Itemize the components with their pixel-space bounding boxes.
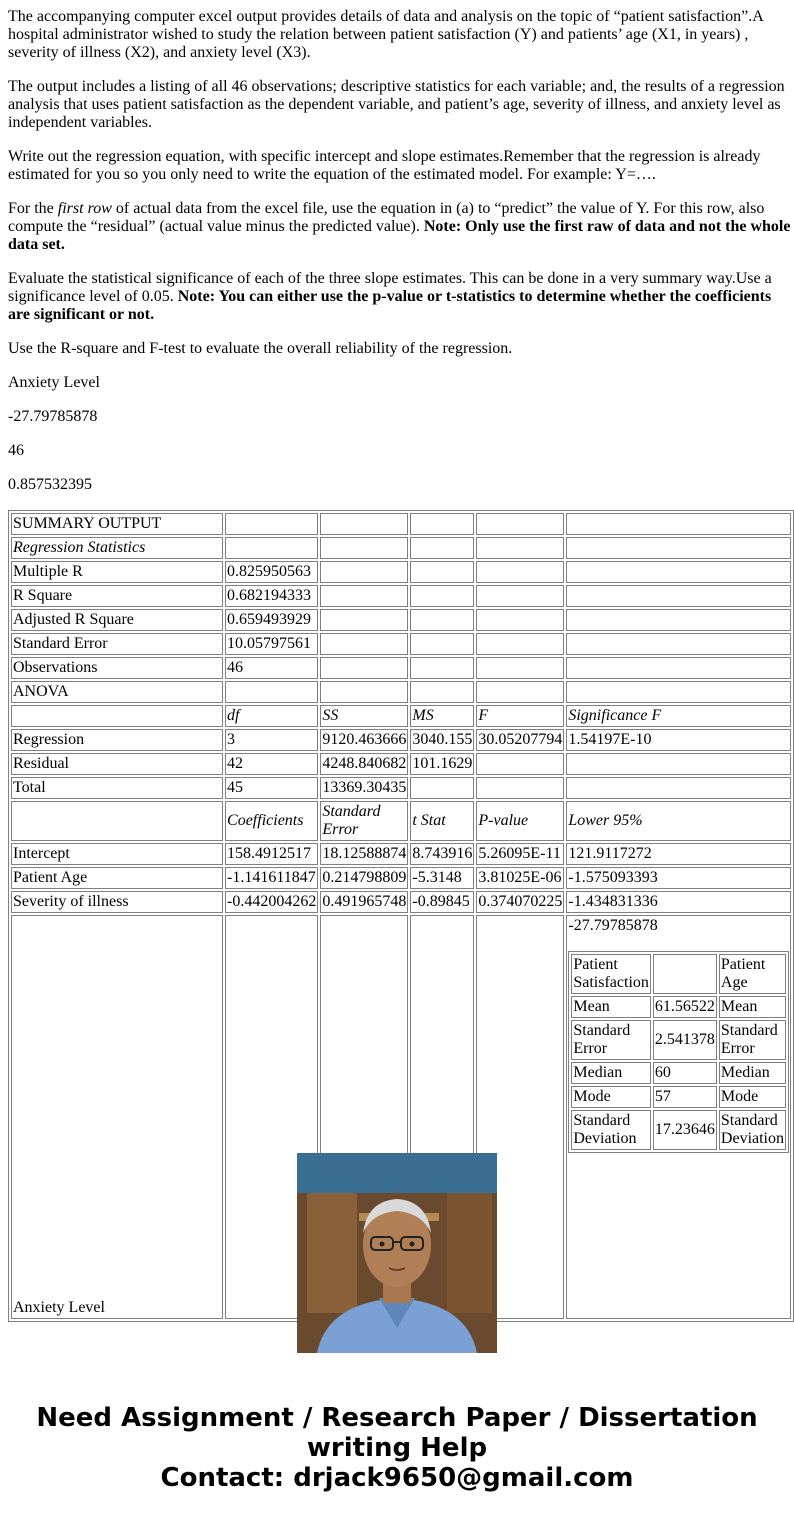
anova-header: df: [225, 705, 318, 727]
desc-header: Patient Satisfaction: [571, 954, 651, 994]
anova-row: Total 45 13369.30435: [11, 777, 791, 799]
stat-name: Observations: [11, 657, 223, 679]
coef-row: Intercept 158.4912517 18.12588874 8.743916 5.26095E-11 121.9117272: [11, 843, 791, 865]
stat-name: Adjusted R Square: [11, 609, 223, 631]
coef-header: P-value: [476, 801, 564, 841]
task-a: Write out the regression equation, with specific intercept and slope estimates.Remember that the regression is already estimated for you so you only need to write the equation of the estimated model. For example: Y=….: [8, 148, 761, 183]
output-description: The output includes a listing of all 46 observations; descriptive statistics for each variable; and, the results of a regression analysis that uses patient satisfaction as the dependent variable, and patient’s age, severity of illness, and anxiety level as independent variables.: [8, 78, 785, 131]
stat-value: 0.825950563: [225, 561, 318, 583]
coef-header: Coefficients: [225, 801, 318, 841]
anova-header: SS: [320, 705, 408, 727]
first-row-emphasis: first row: [57, 200, 112, 217]
desc-header: Patient Age: [719, 954, 786, 994]
anova-header: Significance F: [566, 705, 791, 727]
stat-name: Standard Error: [11, 633, 223, 655]
anova-label: ANOVA: [11, 681, 223, 703]
coef-row-anxiety: Anxiety Level -27.79785878 Patient Satisfaction Patient Age Mean 61.56522 Mean Standard Error 2.541378 Standard Error Median 60 Median Mode 57 Mode Standard Deviation 17.23646 Standard Deviation: [11, 915, 791, 1319]
intro-paragraph: The accompanying computer excel output provides details of data and analysis on the topic of “patient satisfaction”.A hospital administrator wished to study the relation between patient satisfaction (Y) and patients’ age (X1, in years) , severity of illness (X2), and anxiety level (X3).: [8, 8, 763, 61]
task-b-note: Note: Only use the first raw of data and not the whole data set.: [8, 218, 791, 253]
anxiety-value-text: -27.79785878: [8, 408, 98, 425]
coef-row: Severity of illness -0.442004262 0.491965748 -0.89845 0.374070225 -1.434831336: [11, 891, 791, 913]
banner-line-2: writing Help: [306, 1433, 488, 1463]
stat-value: 10.05797561: [225, 633, 318, 655]
stat-value: 0.659493929: [225, 609, 318, 631]
banner-line-1: Need Assignment / Research Paper / Dissertation: [36, 1403, 758, 1433]
task-b: For the first row of actual data from the excel file, use the equation in (a) to “predict” the value of Y. For this row, also compute the “residual” (actual value minus the predicted value). Note: Only use the first raw of data and not the whole data set.: [8, 200, 791, 253]
stat-name: Multiple R: [11, 561, 223, 583]
contact-banner: [0, 1403, 794, 1493]
anova-row: Regression 3 9120.463666 3040.155 30.05207794 1.54197E-10: [11, 729, 791, 751]
coef-header: Lower 95%: [566, 801, 791, 841]
excel-output: [8, 510, 794, 1316]
task-d: Use the R-square and F-test to evaluate the overall reliability of the regression.: [8, 340, 513, 357]
anova-row: Residual 42 4248.840682 101.1629: [11, 753, 791, 775]
stat-value: 0.682194333: [225, 585, 318, 607]
anova-header: MS: [410, 705, 474, 727]
stat-value: 46: [225, 657, 318, 679]
coef-row: Patient Age -1.141611847 0.214798809 -5.3148 3.81025E-06 -1.575093393: [11, 867, 791, 889]
banner-contact-email: Contact: drjack9650@gmail.com: [160, 1463, 634, 1493]
task-c: Evaluate the statistical significance of each of the three slope estimates. This can be done in a very summary way.Use a significance level of 0.05. Note: You can either use the p-value or t-statistics to determine whether the coefficients are significant or not.: [8, 270, 772, 323]
nested-cell: -27.79785878 Patient Satisfaction Patient Age Mean 61.56522 Mean Standard Error 2.541378 Standard Error Median 60 Median Mode 57 Mode Standard Deviation 17.23646 Standard Deviation: [566, 915, 791, 1319]
stat-name: R Square: [11, 585, 223, 607]
extra-value-text: 0.857532395: [8, 476, 92, 493]
tutor-photo: [297, 1153, 497, 1353]
regression-statistics-label: Regression Statistics: [11, 537, 223, 559]
portrait-illustration: [297, 1153, 497, 1353]
task-c-note: Note: You can either use the p-value or t-statistics to determine whether the coefficients are significant or not.: [8, 288, 772, 323]
summary-title: SUMMARY OUTPUT: [11, 513, 223, 535]
descriptive-stats-table: Patient Satisfaction Patient Age Mean 61.56522 Mean Standard Error 2.541378 Standard Error Median 60 Median Mode 57 Mode Standard Deviation 17.23646 Standard Deviation: [568, 951, 789, 1153]
anova-header: F: [476, 705, 564, 727]
coef-header: t Stat: [410, 801, 474, 841]
anxiety-label-text: Anxiety Level: [8, 374, 100, 391]
coef-header: Standard Error: [320, 801, 408, 841]
question-text: [8, 8, 794, 510]
observations-text: 46: [8, 442, 24, 459]
